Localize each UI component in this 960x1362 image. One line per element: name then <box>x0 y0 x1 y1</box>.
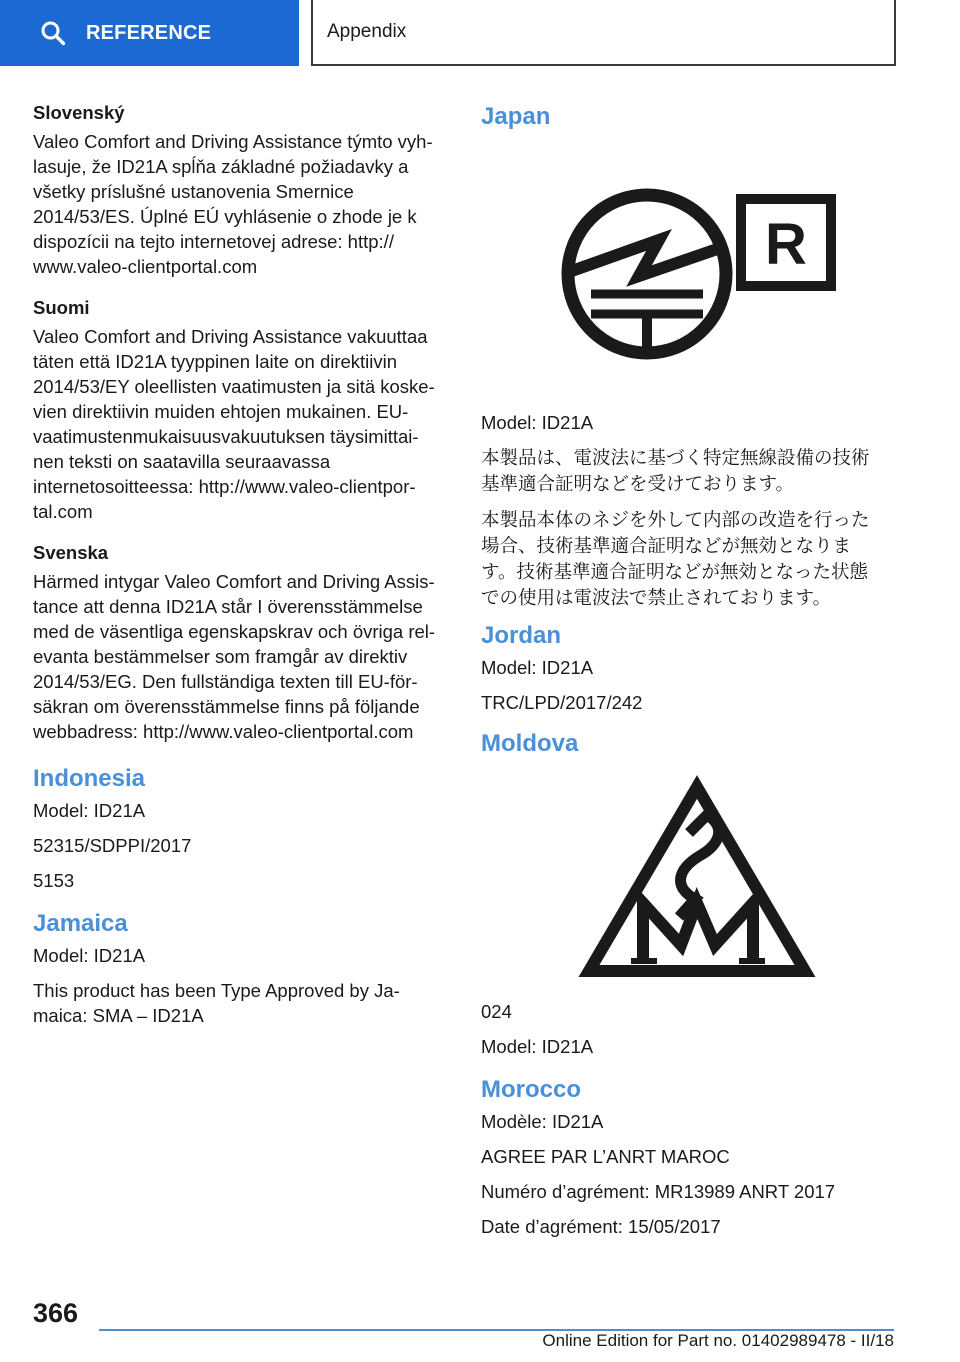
slovensky-title: Slovenský <box>33 102 125 123</box>
section-slovensky <box>33 100 453 279</box>
text-line: Valeo Comfort and Driving Assistance týmto vyh- <box>33 131 433 152</box>
edition-note: Online Edition for Part no. 01402989478 - II/18 <box>542 1331 894 1350</box>
text-line: す。技術基準適合証明などが無効となった状態 <box>481 561 869 582</box>
left-column <box>33 100 453 1038</box>
section-morocco <box>481 1075 901 1239</box>
text-line: Valeo Comfort and Driving Assistance vakuuttaa <box>33 326 428 347</box>
indonesia-code: 5153 <box>33 870 75 891</box>
text-line: säkran om överensstämmelse finns på följande <box>33 696 420 717</box>
indonesia-model: Model: ID21A <box>33 800 146 821</box>
reference-label: REFERENCE <box>86 21 212 44</box>
page-header <box>0 0 960 66</box>
morocco-approval: AGREE PAR L’ANRT MAROC <box>481 1146 730 1167</box>
text-line: tance att denna ID21A står I överensstämmelse <box>33 596 423 617</box>
jordan-model: Model: ID21A <box>481 657 594 678</box>
text-line: 基準適合証明などを受けております。 <box>481 473 795 494</box>
morocco-heading: Morocco <box>481 1076 582 1103</box>
text-line: maica: SMA – ID21A <box>33 1005 204 1026</box>
slovensky-text <box>33 129 453 279</box>
text-line: webbadress: http://www.valeo-clientportal.com <box>33 721 414 742</box>
moldova-model: Model: ID21A <box>481 1036 594 1057</box>
morocco-approval-date: Date d’agrément: 15/05/2017 <box>481 1216 721 1237</box>
japan-giteki-mark-icon <box>561 174 861 374</box>
text-line: Härmed intygar Valeo Comfort and Driving Assis- <box>33 571 435 592</box>
jordan-heading: Jordan <box>481 622 562 649</box>
japan-text <box>481 507 901 611</box>
text-line: dispozícii na tejto internetovej adrese: http:// <box>33 231 394 252</box>
morocco-model: Modèle: ID21A <box>481 1111 604 1132</box>
japan-mark-letter: R <box>765 212 807 277</box>
jamaica-model: Model: ID21A <box>33 945 146 966</box>
search-icon <box>40 20 66 46</box>
section-suomi <box>33 295 453 524</box>
text-line: www.valeo-clientportal.com <box>33 256 258 277</box>
indonesia-heading: Indonesia <box>33 765 146 792</box>
text-line: 本製品は、電波法に基づく特定無線設備の技術 <box>481 447 870 468</box>
svenska-text <box>33 569 453 744</box>
japan-heading: Japan <box>481 103 551 130</box>
section-svenska <box>33 540 453 744</box>
japan-text <box>481 445 901 497</box>
text-line: med de väsentliga egenskapskrav och övriga rel- <box>33 621 436 642</box>
text-line: evanta bestämmelser som framgår av direktiv <box>33 646 408 667</box>
moldova-sm-mark-icon <box>577 775 817 985</box>
text-line: vaatimustenmukaisuusvakuutuksen täysimittai- <box>33 426 419 447</box>
moldova-code: 024 <box>481 1001 512 1022</box>
text-line: 2014/53/EG. Den fullständiga texten till EU-för- <box>33 671 418 692</box>
text-line: 2014/53/EY oleellisten vaatimusten ja sitä koske- <box>33 376 435 397</box>
right-column <box>481 100 901 1249</box>
page-number: 366 <box>33 1298 79 1328</box>
text-line: nen teksti on saatavilla seuraavassa <box>33 451 331 472</box>
indonesia-code: 52315/SDPPI/2017 <box>33 835 192 856</box>
text-line: tal.com <box>33 501 93 522</box>
text-line: lasuje, že ID21A spĺňa základné požiadavky a <box>33 156 409 177</box>
jordan-code: TRC/LPD/2017/242 <box>481 692 643 713</box>
jamaica-heading: Jamaica <box>33 910 128 937</box>
section-title-tab[interactable] <box>311 0 896 66</box>
section-title: Appendix <box>327 21 407 42</box>
text-line: internetosoitteessa: http://www.valeo-clientpor- <box>33 476 416 497</box>
text-line: 2014/53/ES. Úplné EÚ vyhlásenie o zhode je k <box>33 206 417 227</box>
text-line: vien direktiivin muiden ehtojen mukainen. EU- <box>33 401 409 422</box>
section-moldova <box>481 729 901 1059</box>
japan-model: Model: ID21A <box>481 412 594 433</box>
text-line: všetky príslušné ustanovenia Smernice <box>33 181 354 202</box>
section-indonesia <box>33 764 453 893</box>
text-line: 場合、技術基準適合証明などが無効となりま <box>481 535 852 556</box>
text-line: täten että ID21A tyyppinen laite on direktiivin <box>33 351 398 372</box>
text-line: での使用は電波法で禁止されております。 <box>481 587 832 608</box>
svenska-title: Svenska <box>33 542 109 563</box>
suomi-title: Suomi <box>33 297 90 318</box>
jamaica-text <box>33 978 453 1028</box>
morocco-approval-number: Numéro d’agrément: MR13989 ANRT 2017 <box>481 1181 836 1202</box>
moldova-heading: Moldova <box>481 730 579 757</box>
section-japan <box>481 102 901 611</box>
section-jamaica <box>33 909 453 1028</box>
suomi-text <box>33 324 453 524</box>
text-line: This product has been Type Approved by Ja- <box>33 980 400 1001</box>
section-jordan <box>481 621 901 715</box>
text-line: 本製品本体のネジを外して内部の改造を行った <box>481 509 870 530</box>
reference-tab[interactable] <box>0 0 299 66</box>
